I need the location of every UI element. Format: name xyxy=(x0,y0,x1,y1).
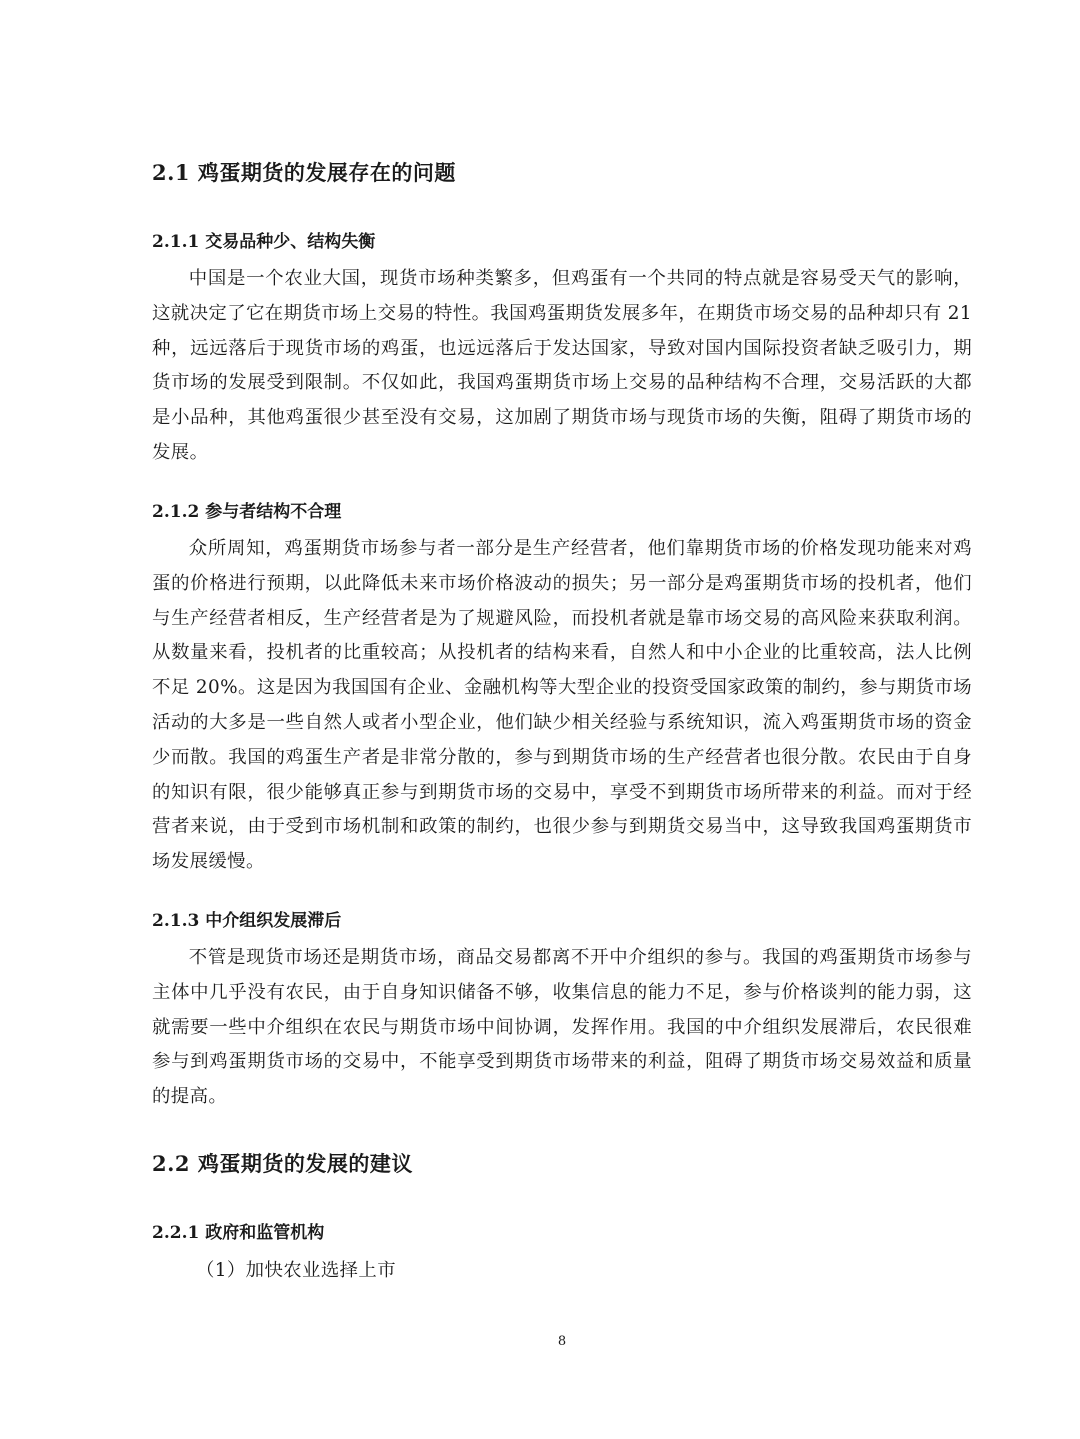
subsection-heading-2-1-3: 2.1.3 中介组织发展滞后 xyxy=(152,911,342,931)
page-number: 8 xyxy=(557,1334,567,1349)
section-heading-2-1: 2.1 鸡蛋期货的发展存在的问题 xyxy=(152,160,456,185)
paragraph-2-1-2: 众所周知，鸡蛋期货市场参与者一部分是生产经营者，他们靠期货市场的价格发现功能来对鸡蛋的价格进行预期，以此降低未来市场价格波动的损失；另一部分是鸡蛋期货市场的投机者，他们与生产经营者相反，生产经营者是为了规避风险，而投机者就是靠市场交易的高风险来获取利润。从数量来看，投机者的比重较高；从投机者的结构来看，自然人和中小企业的比重较高，法人比例不足 20%。这是因为我国国有企业、金融机构等大型企业的投资受国家政策的制约，参与期货市场活动的大多是一些自然人或者小型企业，他们缺少相关经验与系统知识，流入鸡蛋期货市场的资金少而散。我国的鸡蛋生产者是非常分散的，参与到期货市场的生产经营者也很分散。农民由于自身的知识有限，很少能够真正参与到期货市场的交易中，享受不到期货市场所带来的利益。而对于经营者来说，由于受到市场机制和政策的制约，也很少参与到期货交易当中，这导致我国鸡蛋期货市场发展缓慢。 xyxy=(152,538,972,873)
subsection-heading-2-1-1: 2.1.1 交易品种少、结构失衡 xyxy=(152,232,376,252)
section-heading-2-2: 2.2 鸡蛋期货的发展的建议 xyxy=(152,1151,413,1176)
subsection-heading-2-1-2: 2.1.2 参与者结构不合理 xyxy=(152,502,342,522)
paragraph-2-1-1: 中国是一个农业大国，现货市场种类繁多，但鸡蛋有一个共同的特点就是容易受天气的影响，这就决定了它在期货市场上交易的特性。我国鸡蛋期货发展多年，在期货市场交易的品种却只有 21 种，远远落后于现货市场的鸡蛋，也远远落后于发达国家，导致对国内国际投资者缺乏吸引力，期货市场的发展受到限制。不仅如此，我国鸡蛋期货市场上交易的品种结构不合理，交易活跃的大都是小品种，其他鸡蛋很少甚至没有交易，这加剧了期货市场与现货市场的失衡，阻碍了期货市场的发展。 xyxy=(152,268,972,463)
list-item-1: （1）加快农业选择上市 xyxy=(196,1260,397,1281)
paragraph-2-1-3: 不管是现货市场还是期货市场，商品交易都离不开中介组织的参与。我国的鸡蛋期货市场参与主体中几乎没有农民，由于自身知识储备不够，收集信息的能力不足，参与价格谈判的能力弱，这就需要一些中介组织在农民与期货市场中间协调，发挥作用。我国的中介组织发展滞后，农民很难参与到鸡蛋期货市场的交易中，不能享受到期货市场带来的利益，阻碍了期货市场交易效益和质量的提高。 xyxy=(152,947,972,1108)
subsection-heading-2-2-1: 2.2.1 政府和监管机构 xyxy=(152,1223,325,1243)
